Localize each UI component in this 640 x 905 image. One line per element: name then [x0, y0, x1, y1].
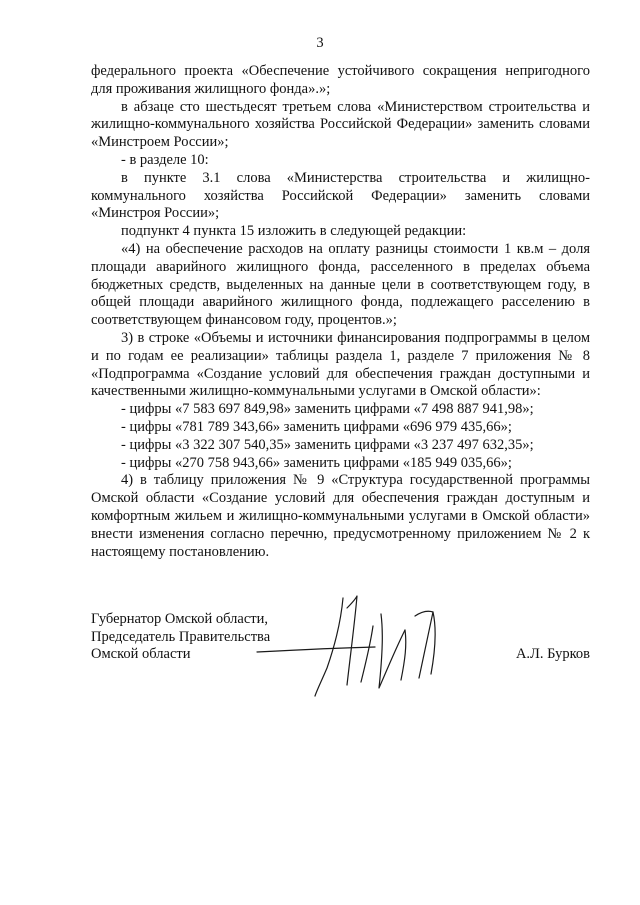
paragraph: «4) на обеспечение расходов на оплату разницы стоимости 1 кв.м – доля площади аварийного жилищного фонда, расселенного в пределах объема бюджетных средств, выделенных на данные цели в соответствующем году, в общей площади аварийного жилищного фонда, подлежащего расселению в соответствующем финансовом году, процентов.»; — [91, 240, 590, 329]
paragraph: 4) в таблицу приложения № 9 «Структура государственной программы Омской области «Создание условий для обеспечения граждан доступным и комфортным жильем и жилищно-коммунальными услугами в Омской области» внести изменения согласно перечню, предусмотренному приложением № 2 к настоящему постановлению. — [91, 472, 590, 560]
handwritten-signature — [255, 590, 465, 700]
list-item: - цифры «270 758 943,66» заменить цифрами «185 949 035,66»; — [121, 454, 512, 471]
list-item: - цифры «7 583 697 849,98» заменить цифрами «7 498 887 941,98»; — [121, 401, 534, 418]
document-body — [91, 63, 590, 561]
paragraph: 3) в строке «Объемы и источники финансирования подпрограммы в целом и по годам ее реализации» таблицы раздела 1, разделе 7 приложения № 8 «Подпрограмма «Создание условий для обеспечения граждан доступными и качественными жилищно-коммунальными услугами в Омской области»: — [91, 329, 590, 400]
page-number: 3 — [316, 35, 324, 51]
signatory-name: А.Л. Бурков — [515, 646, 590, 662]
signatory-position-line: Председатель Правительства — [91, 628, 271, 645]
paragraph: федерального проекта «Обеспечение устойчивого сокращения непригодного для проживания жилищного фонда».»; — [91, 63, 590, 97]
signatory-position-line: Омской области — [91, 646, 191, 662]
paragraph: в пункте 3.1 слова «Министерства строительства и жилищно-коммунального хозяйства Российской Федерации» заменить словами «Минстроя России»; — [91, 169, 590, 222]
list-item: - цифры «781 789 343,66» заменить цифрами «696 979 435,66»; — [121, 418, 512, 435]
paragraph: подпункт 4 пункта 15 изложить в следующей редакции: — [121, 223, 467, 240]
paragraph: в абзаце сто шестьдесят третьем слова «Министерством строительства и жилищно-коммунального хозяйства Российской Федерации» заменить словами «Минстроем России»; — [91, 98, 590, 151]
signatory-position-line: Губернатор Омской области, — [91, 611, 268, 627]
list-item: - цифры «3 322 307 540,35» заменить цифрами «3 237 497 632,35»; — [121, 436, 534, 453]
paragraph: - в разделе 10: — [121, 151, 209, 168]
